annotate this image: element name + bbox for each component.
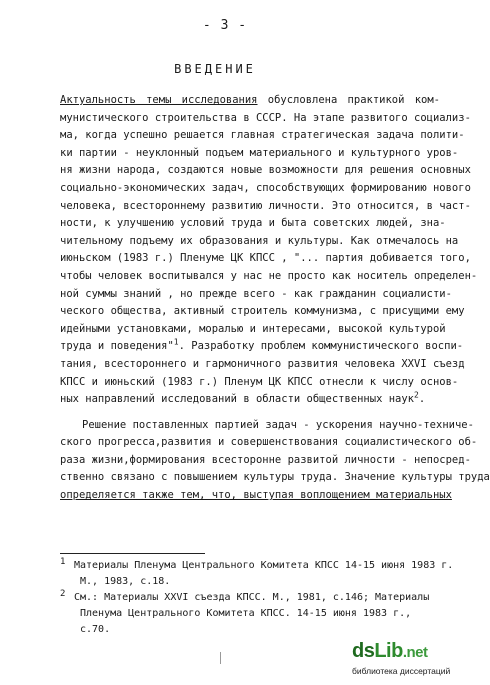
text-line: июньском (1983 г.) Пленуме ЦК КПСС , "... партия добивается того, [60, 252, 471, 265]
footnote-2-cont: с.70. [80, 624, 111, 635]
text-line: ки партии - неуклонный подъем материального и культурного уров- [60, 146, 459, 159]
text-line: ственно связано с повышением культуры труда. Значение культуры труда [60, 471, 490, 484]
footnote-ref-1: 1 [173, 337, 179, 347]
paragraph-gap [60, 409, 440, 417]
text-line-rest: . Разработку проблем коммунистического воспи- [178, 340, 464, 353]
footnote-divider [60, 553, 205, 554]
text-line-rest: обусловлена практикой ком- [257, 94, 440, 106]
text-line: определяется также тем, что, выступая воплощением материальных [60, 489, 452, 502]
page-number: - 3 - [202, 18, 248, 33]
text-line: ческого общества, активный строитель коммунизма, с присущими ему [60, 305, 465, 318]
footnote-text: См.: Материалы XXVI съезда КПСС. М., 1981, с.146; Материалы [74, 592, 430, 603]
underlined-phrase: Актуальность темы исследования [60, 94, 258, 106]
section-title: ВВЕДЕНИЕ [174, 62, 256, 76]
text-line-rest: . [418, 393, 426, 406]
text-line: идейными установками, моралью и интересами, высокой культурой [60, 322, 446, 335]
text-line: мунистического строительства в СССР. На этапе развитого социализ- [60, 111, 471, 124]
text-line: Решение поставленных партией задач - ускорения научно-техниче- [82, 418, 474, 431]
text-line-start: ных направлений исследований в области общественных наук [60, 393, 415, 406]
footnote-1-cont: М., 1983, с.18. [80, 576, 171, 587]
text-line: ности, к улучшению условий труда и быта советских людей, зна- [60, 217, 446, 230]
footnote-2-cont: Пленума Центрального Комитета КПСС. 14-15 июня 1983 г., [80, 608, 412, 619]
body-text [60, 92, 490, 505]
text-line: ня жизни народа, создаются новые возможности для решения основных [60, 164, 471, 177]
dslib-watermark [352, 640, 451, 678]
text-line: человека, всестороннему развитию личности. Это относится, в част- [60, 199, 471, 212]
text-line: ского прогресса,развития и совершенствования социалистического об- [60, 436, 478, 449]
footnote-ref-2: 2 [414, 390, 419, 400]
text-line: тания, всестороннего и гармоничного развития человека XXVI съезд [60, 357, 465, 370]
text-line: чительному подъему их образования и культуры. Как отмечалось на [60, 234, 459, 247]
footnote-2: 2 См.: Материалы XXVI съезда КПСС. М., 1981, с.146; Материалы [60, 588, 430, 603]
dslib-subtitle: библиотека диссертаций [352, 666, 451, 676]
text-line [60, 337, 464, 356]
footnote-text: Материалы Пленума Центрального Комитета КПСС 14-15 июня 1983 г. [74, 560, 454, 571]
text-line: чтобы человек воспитывался у нас не просто как носитель определен- [60, 269, 478, 282]
text-line: ной суммы знаний , но прежде всего - как гражданин социалисти- [60, 287, 452, 300]
text-line: ма, когда успешно решается главная стратегическая задача полити- [60, 129, 465, 142]
scan-artifact [220, 652, 221, 664]
text-line: раза жизни,формирования всесторонне развитой личности - непосред- [60, 453, 471, 466]
dslib-logo: dsLib.net [352, 640, 428, 662]
text-line [60, 391, 440, 409]
text-line-start: труда и поведения" [60, 340, 174, 353]
footnotes [60, 556, 454, 638]
footnote-1: 1 Материалы Пленума Центрального Комитета КПСС 14-15 июня 1983 г. [60, 556, 454, 571]
text-line: социально-экономических задач, способствующих формированию нового [60, 181, 471, 194]
text-line: КПСС и июньский (1983 г.) Пленум ЦК КПСС отнесли к числу основ- [60, 375, 459, 388]
text-line [60, 92, 440, 110]
